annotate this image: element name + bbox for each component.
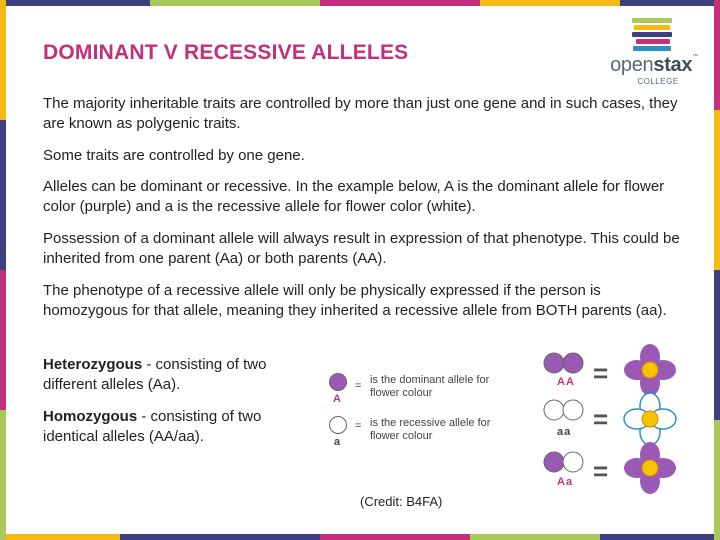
- top-border: [0, 0, 720, 6]
- genotype-aa-recessive-pair-icon: [543, 398, 587, 422]
- recessive-allele-circle-icon: [328, 415, 348, 435]
- purple-flower-icon: [624, 442, 676, 494]
- paragraph-alleles: Alleles can be dominant or recessive. In the example below, A is the dominant allele for flower color (purple) and a is the recessive allele for flower color (white).: [43, 178, 665, 215]
- paragraph-dominant: Possession of a dominant allele will always result in expression of that phenotype. This could be inherited from one parent (Aa) or both parents (AA).: [43, 230, 680, 267]
- definition-text: - consisting of two identical alleles (AA/aa).: [43, 408, 262, 445]
- logo-bars-icon: [630, 18, 672, 53]
- dominant-allele-description: is the dominant allele for flower colour: [370, 374, 490, 399]
- legend-equals: =: [355, 380, 362, 392]
- result-equals: =: [593, 456, 609, 486]
- dominant-allele-circle-icon: [328, 372, 348, 392]
- logo-wordmark: openstax™: [610, 54, 698, 76]
- result-equals: =: [593, 404, 609, 434]
- white-flower-icon: [624, 393, 676, 445]
- genotype-label-homozygous-dominant: AA: [557, 376, 575, 388]
- genotype-aa-dominant-pair-icon: [543, 351, 587, 375]
- bottom-border: [0, 534, 720, 540]
- image-credit: (Credit: B4FA): [360, 494, 443, 509]
- genotype-heterozygous-pair-icon: [543, 450, 587, 474]
- left-border: [0, 0, 6, 540]
- dominant-allele-letter: A: [333, 393, 342, 405]
- logo-subtitle: COLLEGE: [637, 77, 679, 86]
- term-heterozygous: Heterozygous: [43, 356, 143, 373]
- genotype-label-homozygous-recessive: aa: [557, 426, 572, 438]
- paragraph-recessive: The phenotype of a recessive allele will only be physically expressed if the person is homozygous for that allele, meaning they inherited a recessive allele from BOTH parents (aa).: [43, 282, 667, 319]
- result-equals: =: [593, 358, 609, 388]
- legend-equals: =: [355, 420, 362, 432]
- recessive-allele-letter: a: [334, 436, 342, 448]
- genotype-label-heterozygous: Aa: [557, 476, 574, 488]
- recessive-allele-description: is the recessive allele for flower colour: [370, 417, 491, 442]
- purple-flower-icon: [624, 344, 676, 396]
- paragraph-polygenic: The majority inheritable traits are controlled by more than just one gene and in such cases, they are known as polygenic traits.: [43, 95, 678, 132]
- slide-title: DOMINANT V RECESSIVE ALLELES: [43, 41, 409, 64]
- paragraph-one-gene: Some traits are controlled by one gene.: [43, 147, 305, 164]
- definition-heterozygous: [43, 355, 303, 395]
- right-border: [714, 0, 720, 540]
- definition-homozygous: [43, 407, 303, 447]
- definition-text: - consisting of two different alleles (Aa).: [43, 356, 267, 393]
- openstax-logo: [608, 18, 700, 86]
- term-homozygous: Homozygous: [43, 408, 138, 425]
